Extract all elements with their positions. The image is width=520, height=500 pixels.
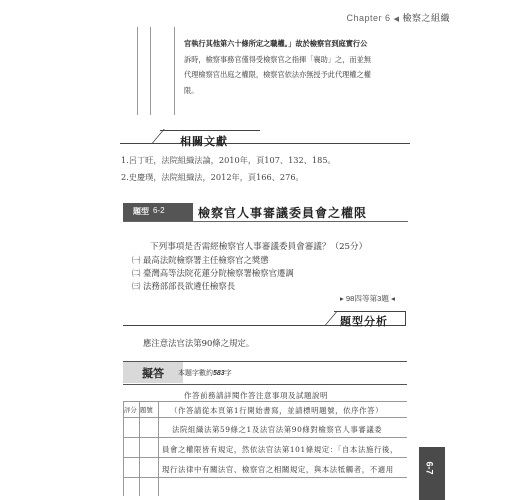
page-number: 6-7 xyxy=(424,461,435,475)
answer-line: 法院組織法第59條之1及法官法第90條對檢察官人事審議委 xyxy=(172,425,383,434)
word-count-suffix: 字 xyxy=(224,370,232,377)
analysis-body: 應注意法官法第90條之規定。 xyxy=(143,338,255,348)
question-title: 檢察官人事審議委員會之權限 xyxy=(198,206,368,220)
grid-header-qnum: 題號 xyxy=(140,407,153,414)
triangle-left-icon: ◀ xyxy=(393,16,400,23)
word-count-value: 583 xyxy=(213,370,225,377)
question-type-label: 題型 xyxy=(133,207,149,216)
question-prompt: 下列事項是否需經檢察官人事審議委員會審議？（25分） xyxy=(150,242,368,252)
running-header xyxy=(347,11,451,24)
grid-line xyxy=(123,437,407,438)
answer-line: 員會之權限皆有規定，然依法官法第101條規定：「自本法施行後， xyxy=(162,445,398,454)
page-number-tab xyxy=(419,447,445,500)
question-source: ▸ 98四等第3題 ◂ xyxy=(340,294,395,303)
references-tab-slant xyxy=(152,129,182,143)
chapter-number: 6 xyxy=(385,13,391,23)
word-count-prefix: 本題字數約 xyxy=(178,370,213,377)
grid-line xyxy=(139,401,140,496)
table-cell-text xyxy=(184,36,416,98)
analysis-title: 題型分析 xyxy=(340,316,388,328)
grid-line xyxy=(158,401,159,496)
chapter-title: 檢察之組織 xyxy=(402,13,450,23)
reference-item: 1.呂丁旺，法院組織法論，2010年，頁107、132、185。 xyxy=(121,155,336,165)
references-rule xyxy=(120,143,410,144)
analysis-tab-top xyxy=(334,311,406,312)
table-column-1 xyxy=(138,27,151,115)
grid-line xyxy=(123,401,407,402)
analysis-tab-right xyxy=(405,311,406,325)
grid-line xyxy=(123,401,124,496)
continued-table xyxy=(137,27,416,115)
cell-line-4: 限。 xyxy=(184,85,199,95)
answer-line: 現行法律中有關法官、檢察官之相關規定，與本法牴觸者，不適用 xyxy=(162,465,394,474)
question-option: ㈠ 最高法院檢察署主任檢察官之獎懲 xyxy=(132,255,269,265)
references-title: 相關文獻 xyxy=(180,136,228,148)
references-tab-top xyxy=(160,130,260,131)
chapter-label: Chapter xyxy=(346,13,383,23)
cell-line-2: 訴時，檢察事務官僅得受檢察官之指揮「襄助」之，而並無 xyxy=(184,54,371,64)
grid-line xyxy=(123,477,407,478)
grid-line xyxy=(123,457,407,458)
table-column-2 xyxy=(151,27,175,115)
question-type-number: 6-2 xyxy=(153,206,165,215)
question-option: ㈡ 臺灣高等法院花蓮分院檢察署檢察官遷調 xyxy=(132,268,294,278)
reference-item: 2.史慶璞，法院組織法，2012年，頁166、276。 xyxy=(121,172,304,182)
question-option: ㈢ 法務部部長欲遴任檢察長 xyxy=(132,281,236,291)
grid-line xyxy=(123,417,407,418)
cell-line-1: 官執行其他第六十條所定之職權。」故於檢察官到庭實行公 xyxy=(184,39,368,48)
answer-header-bar xyxy=(123,361,407,385)
answer-label: 擬答 xyxy=(142,368,164,380)
question-rule xyxy=(123,221,408,222)
grid-header-score: 評分 xyxy=(124,407,137,414)
answer-instruction: 作答前務請詳閱作答注意事項及試題說明 xyxy=(184,391,328,400)
cell-line-3: 代理檢察官出庭之權限，檢察官依法亦無授予此代理權之權 xyxy=(184,70,371,79)
question-type-badge xyxy=(123,203,193,221)
answer-word-count xyxy=(178,368,232,378)
answer-line: （作答請從本頁第1行開始書寫，並請標明題號，依序作答） xyxy=(170,406,384,415)
